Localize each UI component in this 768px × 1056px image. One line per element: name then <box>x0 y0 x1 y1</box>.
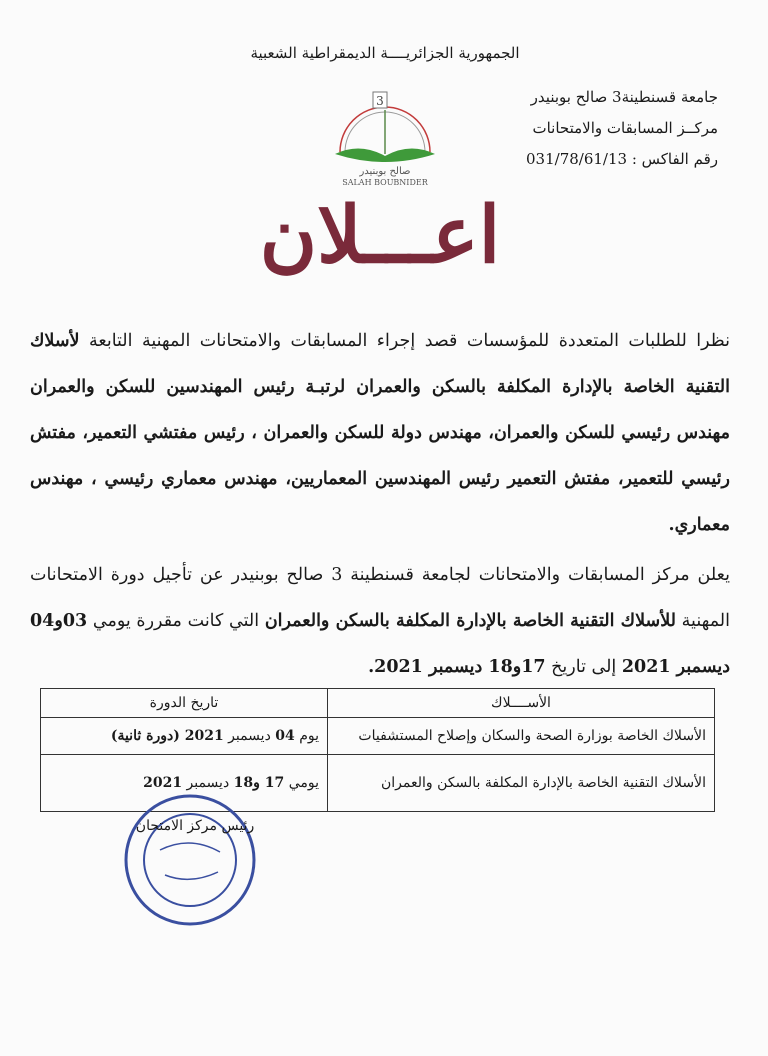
republic-header: الجمهورية الجزائريــــة الديمقراطية الشعبية <box>250 44 520 62</box>
announcement-title: اعـــلان <box>259 190 501 281</box>
university-logo <box>325 82 445 187</box>
table-header <box>41 689 715 718</box>
header-corps: الأســــلاك <box>328 689 715 718</box>
university-name: جامعة قسنطينة3 صالح بوبنيدر <box>530 88 718 106</box>
announce-text: يعلن مركز المسابقات والامتحانات لجامعة قسنطينة 3 صالح بوبنيدر عن تأجيل دورة الامتحانات المهنية <box>30 565 731 631</box>
cell-date: يومي 17 و18 ديسمبر 2021 <box>41 755 328 812</box>
cell-corps: الأسلاك التقنية الخاصة بالإدارة المكلفة بالسكن والعمران <box>328 755 715 812</box>
old-date: 03و04 ديسمبر 2021 <box>30 611 730 677</box>
center-name: مركــز المسابقات والامتحانات <box>532 119 718 137</box>
svg-text:SALAH BOUBNIDER: SALAH BOUBNIDER <box>342 178 428 187</box>
institution-block <box>488 82 718 175</box>
official-stamp <box>120 790 260 930</box>
header-date: تاريخ الدورة <box>41 689 328 718</box>
fax-number: رقم الفاكس : 031/78/61/13 <box>526 150 718 168</box>
table-row <box>41 718 715 755</box>
paragraph-postponement <box>30 552 730 690</box>
signature-title: رئيس مركز الامتحان <box>135 818 255 834</box>
paragraph-intro <box>30 318 730 548</box>
new-date: 17و18 ديسمبر 2021. <box>368 657 546 677</box>
cell-corps: الأسلاك الخاصة بوزارة الصحة والسكان وإصلاح المستشفيات <box>328 718 715 755</box>
scheduled-text: التي كانت مقررة يومي <box>87 611 265 631</box>
to-text: إلى تاريخ <box>545 657 622 677</box>
intro-text: نظرا للطلبات المتعددة للمؤسسات قصد إجراء المسابقات والامتحانات المهنية التابعة <box>79 331 730 351</box>
corps-name: للأسلاك التقنية الخاصة بالإدارة المكلفة بالسكن والعمران <box>264 611 676 631</box>
svg-text:3: 3 <box>376 94 384 108</box>
svg-text:صالح بوبنيدر: صالح بوبنيدر <box>359 166 411 177</box>
corps-list: لأسلاك التقنية الخاصة بالإدارة المكلفة بالسكن والعمران لرتبـة رئيس المهندسين للسكن والعمران مهندس رئيسي للسكن والعمران، مهندس دولة للسكن والعمران ، رئيس مفتشي التعمير، مفتش رئيسي للتعمير، مفتش التعمير رئيس المهندسين المعماريين، مهندس معماري رئيسي ، مهندس معماري. <box>30 331 730 535</box>
cell-date: يوم 04 ديسمبر 2021 (دورة ثانية) <box>41 718 328 755</box>
